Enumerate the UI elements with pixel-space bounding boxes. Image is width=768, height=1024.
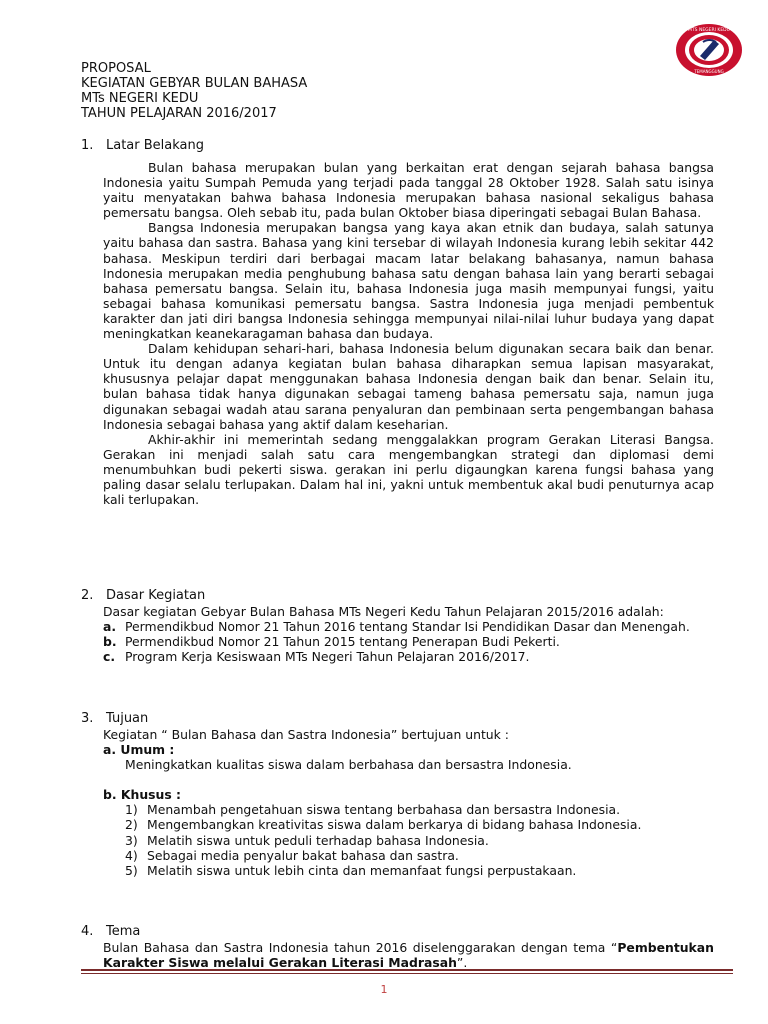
theme-text-before: Bulan Bahasa dan Sastra Indonesia tahun 2016 diselenggarakan dengan tema “: [103, 940, 618, 955]
section-heading: [81, 711, 714, 727]
list-marker: 1): [125, 802, 138, 818]
svg-text:TEMANGGUNG: TEMANGGUNG: [694, 69, 724, 74]
list-item: [125, 802, 714, 817]
list-item: [125, 833, 714, 848]
svg-text:MTS NEGERI KEDU: MTS NEGERI KEDU: [688, 28, 730, 33]
theme-bold: Pembentukan Karakter Siswa melalui Gerakan Literasi Madrasah: [103, 940, 714, 971]
header-line-year: TAHUN PELAJARAN 2016/2017: [81, 106, 277, 121]
school-logo: [674, 22, 744, 78]
list-text: Permendikbud Nomor 21 Tahun 2015 tentang Penerapan Budi Pekerti.: [125, 634, 560, 650]
list-marker: 4): [125, 847, 138, 863]
list-text: Menambah pengetahuan siswa tentang berbahasa dan bersastra Indonesia.: [147, 802, 621, 818]
list-marker: 2): [125, 817, 138, 833]
list-text: Melatih siswa untuk lebih cinta dan memanfaat fungsi perpustakaan.: [147, 862, 577, 878]
list-text: Permendikbud Nomor 21 Tahun 2016 tentang Standar Isi Pendidikan Dasar dan Menengah.: [125, 619, 690, 635]
list-text: Program Kerja Kesiswaan MTs Negeri Tahun Pelajaran 2016/2017.: [125, 649, 530, 665]
list-item: [125, 817, 714, 832]
list-item: [103, 634, 714, 649]
list-item: [125, 848, 714, 863]
section-intro: Dasar kegiatan Gebyar Bulan Bahasa MTs Negeri Kedu Tahun Pelajaran 2015/2016 adalah:: [103, 604, 664, 619]
section-dasar-kegiatan: [81, 588, 714, 664]
section-title: Tema: [106, 924, 141, 939]
paragraph: Akhir-akhir ini memerintah sedang menggalakkan program Gerakan Literasi Bangsa. Gerakan ini menjadi salah satu cara mengembangkan strategi dan diplomasi demi menumbuhkan budi pekerti siswa. gerakan ini perlu digaungkan karena fungsi bahasa yang paling dasar selalu terlupakan. Dalam hal ini, yakni untuk membentuk akal budi penuturnya acap kali terlupakan.: [103, 431, 714, 508]
list-marker: 5): [125, 862, 138, 878]
section-latar-belakang: [81, 138, 714, 507]
paragraph: Bangsa Indonesia merupakan bangsa yang kaya akan etnik dan budaya, salah satunya yaitu bahasa dan sastra. Bahasa yang kini tersebar di wilayah Indonesia kurang lebih sekitar 442 bahasa. Meskipun terdiri dari berbagai macam latar belakang bahasanya, namun bahasa Indonesia merupakan media penghubung bahasa satu dengan bahasa lain yang berarti sebagai bahasa pemersatu bangsa. Selain itu, bahasa Indonesia juga masih mempunyai fungsi, yaitu sebagai bahasa komunikasi pemersatu bangsa. Sastra Indonesia juga menjadi pembentuk karakter dan jati diri bangsa Indonesia sehingga mempunyai nilai-nilai luhur budaya yang dapat meningkatkan keanekaragaman bahasa dan budaya.: [103, 220, 714, 342]
header-line-school: MTs NEGERI KEDU: [81, 91, 199, 106]
section-number: 4.: [81, 924, 94, 939]
page-number: 1: [380, 983, 388, 996]
section-number: 3.: [81, 711, 94, 726]
section-title: Latar Belakang: [106, 138, 205, 153]
subsection-umum-text: Meningkatkan kualitas siswa dalam berbahasa dan bersastra Indonesia.: [125, 757, 572, 773]
section-number: 2.: [81, 588, 94, 603]
subsection-khusus-label: b. Khusus :: [103, 787, 181, 803]
paragraph: Bulan bahasa merupakan bulan yang berkaitan erat dengan sejarah bahasa bangsa Indonesia yaitu Sumpah Pemuda yang terjadi pada tanggal 28 Oktober 1928. Salah satu isinya yaitu menyatakan bahwa bahasa Indonesia merupakan bahasa nasional sekaligus bahasa pemersatu bangsa. Oleh sebab itu, pada bulan Oktober biasa diperingati sebagai Bulan Bahasa.: [103, 160, 714, 221]
list-marker: 3): [125, 832, 138, 848]
list-text: Mengembangkan kreativitas siswa dalam berkarya di bidang bahasa Indonesia.: [147, 817, 642, 833]
section-tujuan: [81, 711, 714, 878]
document-header: [81, 61, 307, 121]
section-heading: [81, 924, 714, 940]
section-heading: [81, 588, 714, 604]
list-item: [103, 649, 714, 664]
list-marker: a.: [103, 619, 117, 635]
school-emblem-icon: [674, 22, 744, 78]
footer-divider: [81, 969, 733, 971]
list-item: [103, 619, 714, 634]
footer-divider-thin: [81, 973, 733, 974]
header-line-proposal: PROPOSAL: [81, 61, 151, 76]
list-text: Sebagai media penyalur bakat bahasa dan sastra.: [147, 847, 459, 863]
section-intro: Kegiatan “ Bulan Bahasa dan Sastra Indonesia” bertujuan untuk :: [103, 727, 509, 742]
section-number: 1.: [81, 138, 94, 153]
section-title: Tujuan: [106, 711, 149, 726]
section-title: Dasar Kegiatan: [106, 588, 206, 603]
header-line-event: KEGIATAN GEBYAR BULAN BAHASA: [81, 76, 308, 91]
theme-text: [103, 940, 714, 970]
subsection-umum-label: a. Umum :: [103, 742, 175, 758]
list-marker: b.: [103, 634, 117, 650]
section-heading: [81, 138, 714, 154]
theme-text-after: ”.: [456, 955, 468, 971]
paragraph: Dalam kehidupan sehari-hari, bahasa Indonesia belum digunakan secara baik dan benar. Untuk itu dengan adanya kegiatan bulan bahasa diharapkan semua lapisan masyarakat, khususnya pelajar dapat menggunakan bahasa Indonesia dengan baik dan benar. Selain itu, bulan bahasa tidak hanya digunakan sebagai tameng bahasa pemersatu saja, namun juga digunakan sebagai wadah atau sarana penyaluran dan pembinaan serta pengembangan bahasa Indonesia sebagai bahasa yang aktif dalam keseharian.: [103, 341, 714, 432]
list-item: [125, 863, 714, 878]
list-marker: c.: [103, 649, 116, 665]
list-text: Melatih siswa untuk peduli terhadap bahasa Indonesia.: [147, 832, 489, 848]
section-tema: [81, 924, 714, 970]
